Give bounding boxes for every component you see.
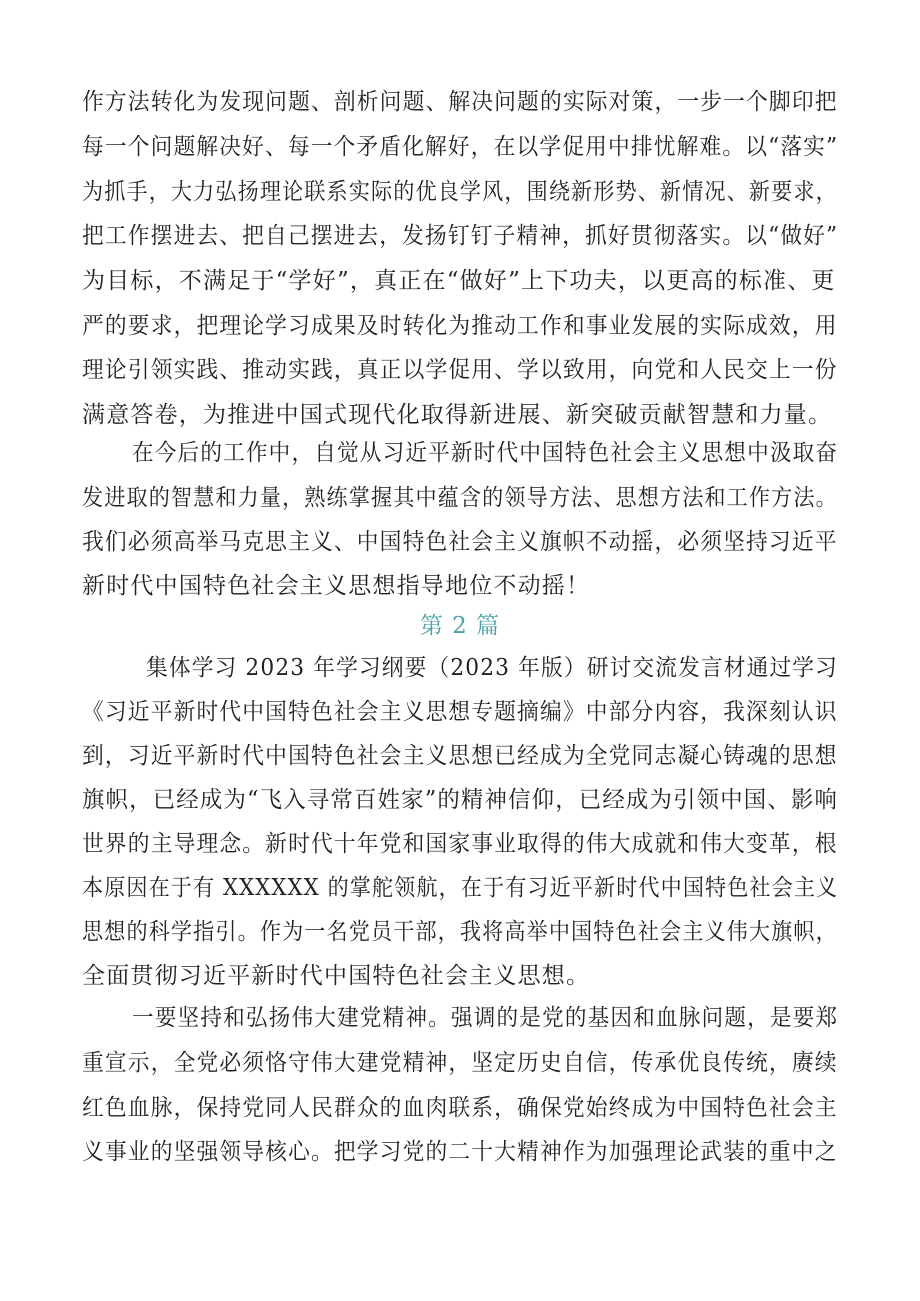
paragraph-line: 本原因在于有 XXXXXX 的掌舵领航，在于有习近平新时代中国特色社会主义 xyxy=(82,875,839,901)
paragraph-line: 满意答卷，为推进中国式现代化取得新进展、新突破贡献智慧和力量。 xyxy=(82,402,833,428)
paragraph-line: 《习近平新时代中国特色社会主义思想专题摘编》中部分内容，我深刻认识 xyxy=(82,699,838,725)
paragraph-line: 严的要求，把理论学习成果及时转化为推动工作和事业发展的实际成效，用 xyxy=(82,313,838,339)
paragraph-line: 每一个问题解决好、每一个矛盾化解好，在以学促用中排忧解难。以“落实” xyxy=(82,134,839,160)
paragraph-line: 为目标，不满足于“学好”，真正在“做好”上下功夫，以更高的标准、更 xyxy=(82,268,836,294)
paragraph-line: 在今后的工作中，自觉从习近平新时代中国特色社会主义思想中汲取奋 xyxy=(132,440,839,466)
paragraph-line: 旗帜，已经成为“飞入寻常百姓家”的精神信仰，已经成为引领中国、影响 xyxy=(82,787,839,813)
paragraph-line: 作方法转化为发现问题、剖析问题、解决问题的实际对策，一步一个脚印把 xyxy=(82,89,838,115)
paragraph-line: 把工作摆进去、把自己摆进去，发扬钉钉子精神，抓好贯彻落实。以“做好” xyxy=(82,223,839,249)
paragraph-line: 全面贯彻习近平新时代中国特色社会主义思想。 xyxy=(82,963,591,989)
paragraph-line: 红色血脉，保持党同人民群众的血肉联系，确保党始终成为中国特色社会主 xyxy=(82,1095,838,1121)
paragraph-line: 到，习近平新时代中国特色社会主义思想已经成为全党同志凝心铸魂的思想 xyxy=(82,743,838,769)
section-heading: 第 2 篇 xyxy=(419,613,501,639)
paragraph-line: 思想的科学指引。作为一名党员干部，我将高举中国特色社会主义伟大旗帜， xyxy=(82,919,838,945)
paragraph-line: 为抓手，大力弘扬理论联系实际的优良学风，围绕新形势、新情况、新要求， xyxy=(82,179,838,205)
paragraph-line: 理论引领实践、推动实践，真正以学促用、学以致用，向党和人民交上一份 xyxy=(82,357,838,383)
paragraph-line: 重宣示，全党必须恪守伟大建党精神，坚定历史自信，传承优良传统，赓续 xyxy=(82,1050,838,1076)
paragraph-line: 义事业的坚强领导核心。把学习党的二十大精神作为加强理论武装的重中之 xyxy=(82,1139,838,1165)
paragraph-line: 世界的主导理念。新时代十年党和国家事业取得的伟大成就和伟大变革，根 xyxy=(82,831,838,857)
paragraph-line: 集体学习 2023 年学习纲要（2023 年版）研讨交流发言材通过学习 xyxy=(146,655,838,681)
paragraph-line: 新时代中国特色社会主义思想指导地位不动摇！ xyxy=(82,573,591,599)
paragraph-line: 一要坚持和弘扬伟大建党精神。强调的是党的基因和血脉问题，是要郑 xyxy=(132,1005,839,1031)
paragraph-line: 我们必须高举马克思主义、中国特色社会主义旗帜不动摇，必须坚持习近平 xyxy=(82,529,838,555)
paragraph-line: 发进取的智慧和力量，熟练掌握其中蕴含的领导方法、思想方法和工作方法。 xyxy=(82,485,838,511)
